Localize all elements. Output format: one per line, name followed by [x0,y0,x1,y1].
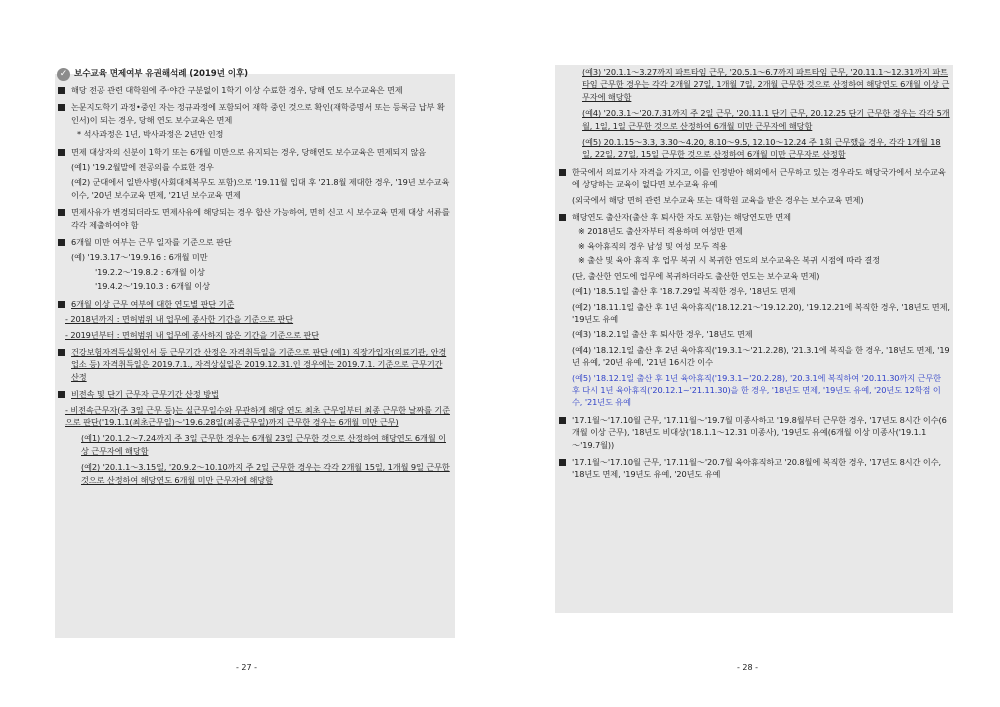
list-item-bullet [57,206,451,231]
item-text: (예2) 군대에서 일반사병(사회대체복무도 포함)으로 '19.11월 입대 후 '21.8월 제대한 경우, '19년 보수교육 이수, '20년 보수교육 면제, '21년 보수교육 면제 [71,177,450,200]
list-item-note [558,254,950,266]
item-text: ※ 2018년도 출산자부터 적용하며 여성만 면제 [578,226,743,237]
page-number-left: - 27 - [236,663,258,672]
item-text: - 2019년부터 : 면허범위 내 업무에 종사하지 않은 기간을 기준으로 판단 [65,329,320,340]
item-text: (예4) '20.3.1～'20.7.31까지 주 2일 근무, '20.11.1 단기 근무, 20.12.25 단기 근무한 경우는 각각 5개월, 1일, 1일 근무한 것으로 산정하여 6개월 미만 근무자에 해당함 [582,108,950,131]
item-text: '17.1월～'17.10월 근무, '17.11월～'20.7월 육아휴직하고 '20.8월에 복직한 경우, '17년도 8시간 이수, '18년도 면제, '19년도 유예, '20년도 유예 [572,456,942,480]
list-item-bullet [57,146,451,158]
item-text: (예2) '20.1.1～3.15일, '20.9.2～10.10까지 주 2일 근무한 경우는 각각 2개월 15일, 1개월 9일 근무한 것으로 산정하여 해당연도 6개월 미만 근무자에 해당함 [81,462,450,485]
item-text: - 2018년까지 : 면허범위 내 업무에 종사한 기간을 기준으로 판단 [65,314,294,325]
bullet-square-icon [58,104,65,111]
list-item-sub [558,285,950,297]
list-item-sub [57,161,451,173]
item-text: (예1) '19.2월말에 전공의를 수료한 경우 [71,162,214,173]
item-text: 건강보험자격득실확인서 등 근무기간 산정은 자격취득일을 기준으로 판단 (예1) 직장가입자(의료기관, 안경업소 등) 자격취득일은 2019.7.1., 자격상실일은 2019.12.31.인 경우에는 2019.7.1. 기준으로 근무기간 산정 [71,346,447,382]
item-text: (예) '19.3.17～'19.9.16 : 6개월 미만 [71,252,208,263]
list-item-bullet [57,388,451,400]
list-item-bullet [558,211,950,223]
item-text: (단, 출산한 연도에 업무에 복귀하더라도 출산한 연도는 보수교육 면제) [572,270,820,281]
list-item-dash [57,404,451,429]
list-item-bullet [558,166,950,191]
item-text: 면제 대상자의 신분이 1학기 또는 6개월 미만으로 유지되는 경우, 당해연도 보수교육은 면제되지 않음 [71,146,427,157]
item-text: 논문지도학기 과정•중인 자는 정규과정에 포함되어 재학 중인 것으로 확인(재학증명서 또는 등록금 납부 확인서)이 되는 경우, 당해 연도 보수교육은 면제 [71,102,445,125]
item-text: ※ 출산 및 육아 휴직 후 업무 복귀 시 복귀한 연도의 보수교육은 복귀 시점에 따라 결정 [578,255,881,266]
page-number-right: - 28 - [737,663,759,672]
bullet-square-icon [58,209,65,216]
bullet-square-icon [58,87,65,94]
list-item-sub2 [57,280,451,292]
item-text: '19.2.2～'19.8.2 : 6개월 이상 [95,266,205,277]
list-item-note [57,128,451,140]
list-item-sub [558,344,950,369]
list-item-note [558,240,950,252]
right-page-content [558,66,950,481]
item-text: 6개월 이상 근무 여부에 대한 연도별 판단 기준 [71,298,235,309]
item-text: (예3) '18.2.1일 출산 후 퇴사한 경우, '18년도 면제 [572,329,753,340]
item-text: (예1) '20.1.2～7.24까지 주 3일 근무한 경우는 6개월 23일 근무한 것으로 산정하여 해당연도 6개월 이상 근무자에 해당함 [81,433,446,456]
item-text: 비전속 및 단기 근무자 근무기간 산정 방법 [71,389,219,400]
item-text: 6개월 미만 여부는 근무 일자를 기준으로 판단 [71,237,232,248]
item-text: ※ 육아휴직의 경우 남성 및 여성 모두 적용 [578,240,728,251]
bullet-square-icon [58,149,65,156]
list-item-bullet [558,414,950,451]
check-circle-icon: ✓ [57,68,70,81]
item-text: (예5) '18.12.1일 출산 후 1년 육아휴직('19.3.1~'20.2.28), '20.3.1에 복직하여 '20.11.30까지 근무한 후 다시 1년 육아휴직('20.12.1~'21.11.30)을 한 경우, '18년도 면제, '19년도 유예, '20년도 12학점 이수, '21년도 유예 [572,372,941,408]
item-text: (외국에서 해당 면허 관련 보수교육 또는 대학원 교육을 받은 경우는 보수교육 면제) [572,194,864,205]
list-item-sub [558,328,950,340]
item-text: - 비전속근무자(주 3일 근무 등)는 실근무일수와 무관하게 해당 연도 최초 근무일부터 최종 근무한 날짜를 기준으로 판단('19.1.1(최초근무일)～'19.6.28일(최종근무일)까지 근무한 경우는 6개월 미만 근무) [65,404,450,427]
bullet-square-icon [58,349,65,356]
list-item-ex [558,107,950,132]
list-item-bullet [57,346,451,383]
list-item-ex [57,432,451,457]
right-item-list [558,66,950,481]
list-item-bullet [57,236,451,248]
item-text: (예2) '18.11.1일 출산 후 1년 육아휴직('18.12.21～'19.12.20), '19.12.21에 복직한 경우, '18년도 면제, '19년도 유예 [572,301,950,324]
list-item-sub [558,270,950,282]
list-item-sub [558,301,950,326]
list-item-sub [57,251,451,263]
list-item-sub [558,194,950,206]
list-item-ex [558,66,950,103]
list-item-bullet [558,456,950,481]
item-text: 한국에서 의료기사 자격을 가지고, 이를 인정받아 해외에서 근무하고 있는 경우라도 해당국가에서 보수교육에 상당하는 교육이 없다면 보수교육 유예 [572,166,946,190]
bullet-square-icon [559,417,566,424]
section-title-text: 보수교육 면제여부 유권해석례 (2019년 이후) [74,69,248,80]
item-text: 해당연도 출산자(출산 후 퇴사한 자도 포함)는 해당연도만 면제 [572,212,791,223]
item-text: 면제사유가 변경되더라도 면제사유에 해당되는 경우 합산 가능하여, 면히 신고 시 보수교육 면제 대상 서류를 각각 제출하여야 함 [71,207,450,230]
list-item-ex [57,461,451,486]
list-item-bullet [57,101,451,126]
bullet-square-icon [58,239,65,246]
list-item-sub [57,176,451,201]
list-item-sub2 [57,266,451,278]
list-item-sub [558,372,950,409]
section-title [57,68,451,81]
list-item-note [558,225,950,237]
item-text: (예3) '20.1.1～3.27까지 파트타임 근무, '20.5.1～6.7까지 파트타임 근무, '20.11.1～12.31까지 파트타임 근무한 경우는 각각 2개월 27일, 1개월 7일, 2개월 근무한 것으로 산정하여 해당연도 6개월 이상 근무자에 해당함 [582,67,950,102]
item-text: * 석사과정은 1년, 박사과정은 2년만 인정 [77,129,224,140]
item-text: (예5) 20.1.15～3.3, 3.30～4.20, 8.10～9.5, 12.10～12.24 주 1회 근무했을 경우, 각각 1개월 18일, 22일, 27일, 15일 근무한 것으로 산정하여 6개월 미만 근무자로 산정함 [582,137,941,160]
left-page-content [57,68,451,486]
bullet-square-icon [58,391,65,398]
bullet-square-icon [559,169,566,176]
bullet-square-icon [58,301,65,308]
item-text: '17.1월～'17.10월 근무, '17.11월～'19.7월 미종사하고 '19.8월부터 근무한 경우, '17년도 8시간 이수(6개월 이상 근무), '18년도 비대상('18.1.1～12.31 미종사), '19년도 유예(6개월 이상 미종사('19.1.1～'19.7월)) [572,414,947,450]
bullet-square-icon [559,214,566,221]
list-item-dash [57,313,451,325]
bullet-square-icon [559,459,566,466]
item-text: 해당 전공 관련 대학원에 주·야간 구분없이 1학기 이상 수료한 경우, 당해 연도 보수교육은 면제 [71,85,403,95]
list-item-dash [57,329,451,341]
list-item-ex [558,136,950,161]
left-item-list [57,84,451,486]
list-item-bullet [57,84,451,96]
item-text: (예1) '18.5.1일 출산 후 '18.7.29일 복직한 경우, '18년도 면제 [572,286,796,297]
item-text: (예4) '18.12.1일 출산 후 2년 육아휴직('19.3.1～'21.2.28), '21.3.1에 복직을 한 경우, '18년도 면제, '19년 유예, '20년 유예, '21년 16시간 이수 [572,344,950,368]
item-text: '19.4.2～'19.10.3 : 6개월 이상 [95,281,210,292]
list-item-bullet [57,298,451,310]
